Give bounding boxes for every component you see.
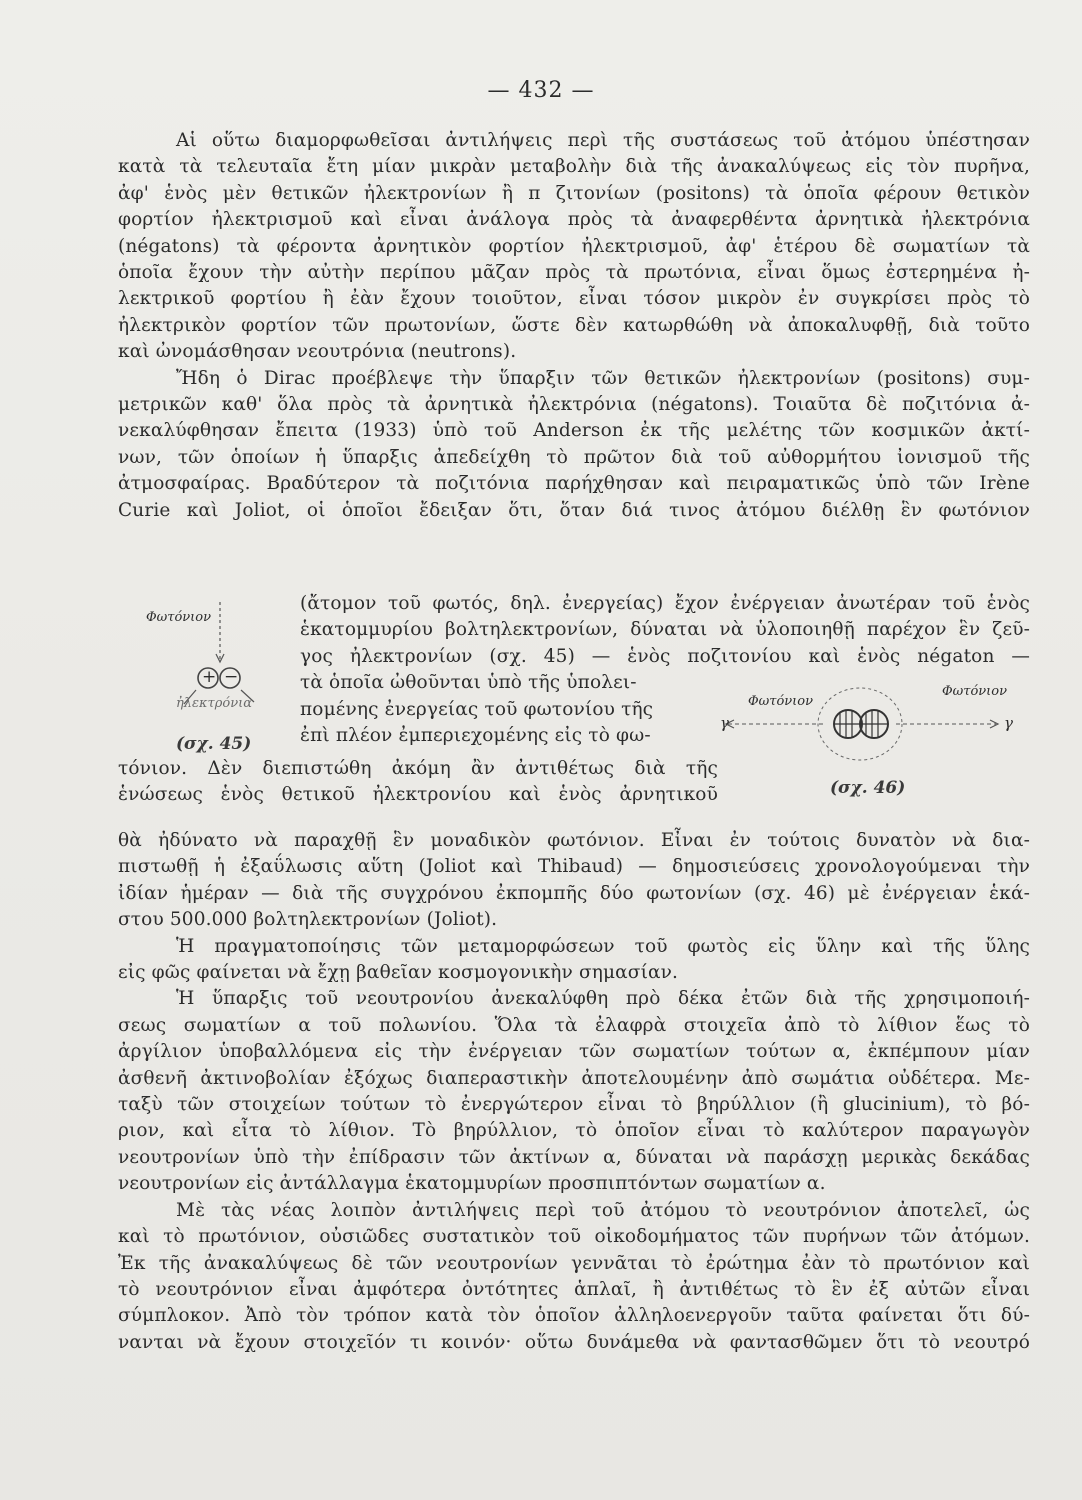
fig46-diagram [720,680,1040,780]
text-line: τὰ ὁποῖα ὠθοῦνται ὑπὸ τῆς ὑπολει- [300,672,637,694]
text-line: καὶ τὸ πρωτόνιον, οὐσιῶδες συστατικὸν τοῦ οἰκοδομήματος τῶν πυρήνων τῶν ἀτόμων. [118,1226,1030,1248]
text-line: τόνιον. Δὲν διεπιστώθη ἀκόμη ἂν ἀντιθέτως διὰ τῆς [118,758,718,779]
text-line: ἀργίλιον ὑποβαλλόμενα εἰς τὴν ἐνέργειαν τῶν σωματίων τούτων α, ἐκπέμπουν μίαν [118,1041,1030,1063]
text-line: ἰδίαν ἡμέραν — διὰ τῆς συγχρόνου ἐκπομπῆς δύο φωτονίων (σχ. 46) μὲ ἐνέργειαν ἑκά- [118,882,1030,904]
text-line: εἰς φῶς φαίνεται νὰ ἔχῃ βαθεῖαν κοσμογονικὴν σημασίαν. [118,962,679,984]
fig46-gamma-left: γ [720,714,729,732]
text-line: (ἄτομον τοῦ φωτός, δηλ. ἐνεργείας) ἔχον ἐνέργειαν ἀνωτέραν τοῦ ἑνὸς [300,593,1030,614]
text-line: πομένης ἐνεργείας τοῦ φωτονίου τῆς [300,698,654,720]
fig46-photon-right-label: Φωτόνιον [942,684,1008,699]
figure-45 [138,598,298,763]
text-line: ἠλεκτρικὸν φορτίον τῶν πρωτονίων, ὥστε δὲν κατωρθώθη νὰ ἀποκαλυφθῇ, διὰ τοῦτο [118,314,1030,336]
fig46-gamma-right: γ [1004,714,1013,732]
text-line: Ἐκ τῆς ἀνακαλύψεως δὲ τῶν νεουτρονίων γεννᾶται τὸ ἐρώτημα ἐὰν τὸ πρωτόνιον καὶ [118,1252,1030,1274]
text-line: νανται νὰ ἔχουν στοιχεῖόν τι κοινόν· οὕτω δυνάμεθα νὰ φαντασθῶμεν ὅτι τὸ νεουτρό [118,1331,1030,1353]
text-block-bottom [118,828,1030,1356]
text-line: ἐπὶ πλέον ἐμπεριεχομένης εἰς τὸ φω- [300,725,651,747]
text-line: τὸ νεουτρόνιον εἶναι ἀμφότερα ὀντότητες ἁπλαῖ, ἢ ἀντιθέτως τὸ ἓν ἐξ αὐτῶν εἶναι [118,1278,1030,1300]
text-line: ἑνώσεως ἑνὸς θετικοῦ ἠλεκτρονίου καὶ ἑνὸς ἀρνητικοῦ [118,784,718,806]
text-line: ἀφ' ἑνὸς μὲν θετικῶν ἠλεκτρονίων ἢ π ζιτονίων (positons) τὰ ὁποῖα φέρουν θετικὸν [118,182,1030,204]
text-line: Αἱ οὕτω διαμορφωθεῖσαι ἀντιλήψεις περὶ τῆς συστάσεως τοῦ ἀτόμου ὑπέστησαν [176,130,1030,151]
text-line: ὁποῖα ἔχουν τὴν αὐτὴν περίπου μᾶζαν πρὸς τὰ πρωτόνια, εἶναι ὅμως ἐστερημένα ἠ- [118,262,1030,284]
fig45-electrons-label: ἠλεκτρόνια [176,696,252,711]
text-line: λεκτρικοῦ φορτίου ἢ ἐὰν ἔχουν τοιοῦτον, εἶναι τόσον μικρὸν ἐν συγκρίσει πρὸς τὸ [118,288,1030,310]
text-line: ριον, καὶ εἶτα τὸ λίθιον. Τὸ βηρύλλιον, τὸ ὁποῖον εἶναι τὸ καλύτερον παραγωγὸν [118,1120,1030,1142]
text-line: νεκαλύφθησαν ἔπειτα (1933) ὑπὸ τοῦ Anderson ἐκ τῆς μελέτης τῶν κοσμικῶν ἀκτί- [118,420,1030,442]
positron-sign: + [202,667,217,687]
text-line: καὶ ὠνομάσθησαν νεουτρόνια (neutrons). [118,341,517,363]
text-line: ἑκατομμυρίου βολτηλεκτρονίων, δύναται νὰ ὑλοποιηθῇ παρέχον ἓν ζεῦ- [300,619,1030,641]
text-line: νεουτρονίων εἰς ἀντάλλαγμα ἑκατομμυρίων προσπιπτόντων σωματίων α. [118,1173,826,1195]
text-line: νεουτρονίων ὑπὸ τὴν ἐπίδρασιν τῶν ἀκτίνων α, δύναται νὰ παράσχῃ μερικὰς δεκάδας [118,1146,1030,1168]
text-line: Curie καὶ Joliot, οἱ ὁποῖοι ἔδειξαν ὅτι, ὅταν διά τινος ἀτόμου διέλθῃ ἓν φωτόνιον [118,499,1030,521]
text-block-mid-left [118,756,718,809]
text-line: θὰ ἠδύνατο νὰ παραχθῇ ἓν μοναδικὸν φωτόνιον. Εἶναι ἐν τούτοις δυνατὸν νὰ δια- [118,830,1030,851]
text-line: σύμπλοκον. Ἀπὸ τὸν τρόπον κατὰ τὸν ὁποῖον ἀλληλοενεργοῦν ταῦτα φαίνεται ὅτι δύ- [118,1305,1030,1327]
text-line: ἀσθενῆ ἀκτινοβολίαν ἐξόχως διαπεραστικὴν ἀποτελουμένην ἀπὸ σωμάτια οὐδέτερα. Με- [118,1067,1030,1089]
text-line: Ἡ πραγματοποίησις τῶν μεταμορφώσεων τοῦ φωτὸς εἰς ὕλην καὶ τῆς ὕλης [176,935,1030,957]
text-line: μετρικῶν καθ' ὅλα πρὸς τὰ ἀρνητικὰ ἠλεκτρόνια (négatons). Τοιαῦτα δὲ ποζιτόνια ἀ- [118,394,1030,416]
electron-sign: − [224,667,239,687]
text-line: κατὰ τὰ τελευταῖα ἔτη μίαν μικρὰν μεταβολὴν διὰ τῆς ἀνακαλύψεως εἰς τὸν πυρῆνα, [118,156,1030,178]
fig46-photon-left-label: Φωτόνιον [748,694,814,709]
page-number: — 432 — [487,78,595,103]
text-line: Ἤδη ὁ Dirac προέβλεψε τὴν ὕπαρξιν τῶν θετικῶν ἠλεκτρονίων (positons) συμ- [176,367,1030,389]
text-line: ταξὺ τῶν στοιχείων τούτων τὸ ἐνεργώτερον εἶναι τὸ βηρύλλιον (ἢ glucinium), τὸ βό- [118,1094,1030,1116]
text-block-top [118,128,1030,524]
text-line: πιστωθῇ ἡ ἐξαΰλωσις αὕτη (Joliot καὶ Thibaud) — δημοσιεύσεις χρονολογούμεναι τὴν [118,856,1030,878]
text-line: σεως σωματίων α τοῦ πολωνίου. Ὅλα τὰ ἐλαφρὰ στοιχεῖα ἀπὸ τὸ λίθιον ἕως τὸ [118,1014,1030,1036]
text-line: Μὲ τὰς νέας λοιπὸν ἀντιλήψεις περὶ τοῦ ἀτόμου τὸ νεουτρόνιον ἀποτελεῖ, ὡς [176,1199,1030,1221]
fig46-caption: (σχ. 46) [830,778,906,798]
text-line: Ἡ ὕπαρξις τοῦ νεουτρονίου ἀνεκαλύφθη πρὸ δέκα ἐτῶν διὰ τῆς χρησιμοποιή- [176,988,1030,1010]
text-line: νων, τῶν ὁποίων ἡ ὕπαρξις ἀπεδείχθη τὸ πρῶτον διὰ τοῦ αὐθορμήτου ἰονισμοῦ τῆς [118,446,1030,468]
text-line: γος ἠλεκτρονίων (σχ. 45) — ἑνὸς ποζιτονίου καὶ ἑνὸς négaton — [300,645,1030,667]
text-line: (négatons) τὰ φέροντα ἀρνητικὸν φορτίον ἠλεκτρισμοῦ, ἀφ' ἑτέρου δὲ σωματίων τὰ [118,235,1030,257]
fig45-photon-label: Φωτόνιον [146,610,212,625]
fig45-caption: (σχ. 45) [176,734,252,754]
text-line: στου 500.000 βολτηλεκτρονίων (Joliot). [118,909,498,931]
text-line: ἀτμοσφαίρας. Βραδύτερον τὰ ποζιτόνια παρήχθησαν καὶ πειραματικῶς ὑπὸ τῶν Irène [118,473,1030,495]
text-line: φορτίον ἠλεκτρισμοῦ καὶ εἶναι ἀνάλογα πρὸς τὰ ἀναφερθέντα ἀρνητικὰ ἠλεκτρόνια [118,209,1030,231]
figure-46 [720,680,1040,810]
